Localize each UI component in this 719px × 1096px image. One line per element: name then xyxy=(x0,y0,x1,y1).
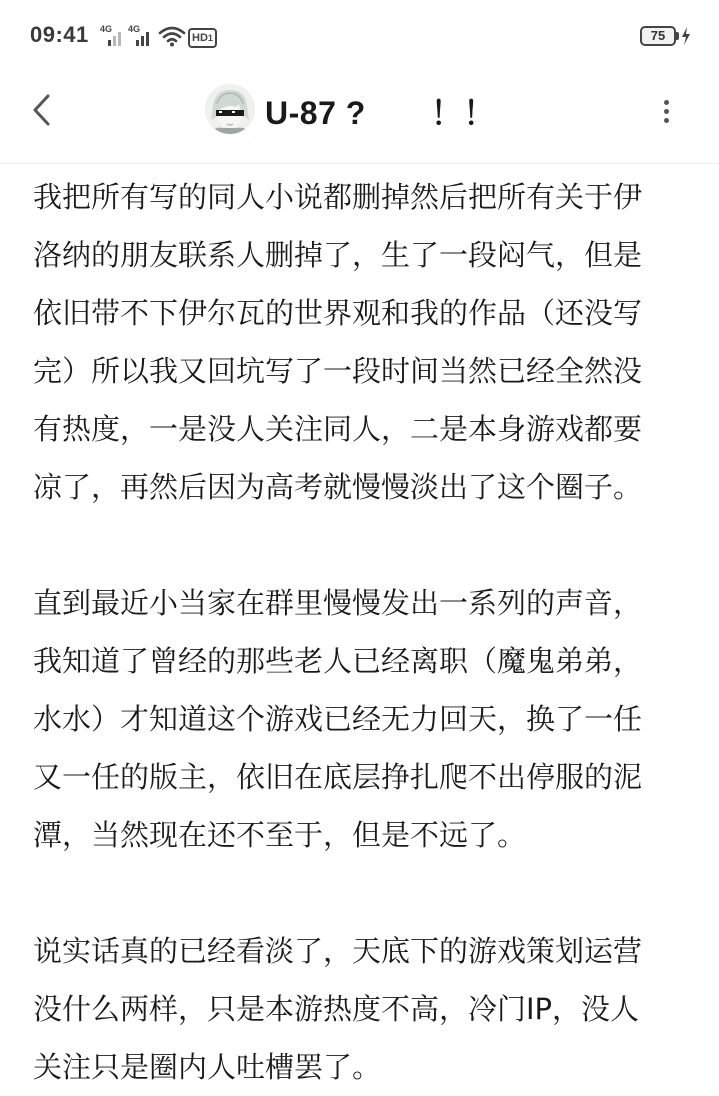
text-line: 水水）才知道这个游戏已经无力回天，换了一任 xyxy=(33,702,643,736)
back-button[interactable] xyxy=(26,90,62,130)
battery-tip xyxy=(676,32,679,40)
text-line: 依旧带不下伊尔瓦的世界观和我的作品（还没写 xyxy=(33,296,643,330)
text-line: 说实话真的已经看淡了，天底下的游戏策划运营 xyxy=(33,934,643,968)
wifi-icon xyxy=(158,25,186,47)
paragraph-gap xyxy=(33,864,693,922)
paragraph-1 xyxy=(33,168,693,516)
text-line: 我知道了曾经的那些老人已经离职（魔鬼弟弟， xyxy=(33,644,643,678)
battery-level: 75 xyxy=(650,28,666,43)
avatar-image xyxy=(205,84,255,134)
signal-2-icon xyxy=(128,26,152,48)
text-line: 我把所有写的同人小说都删掉然后把所有关于伊 xyxy=(33,180,643,214)
charging-bolt-icon xyxy=(681,27,691,45)
avatar[interactable] xyxy=(205,84,255,134)
text-line: 完）所以我又回坑写了一段时间当然已经全然没 xyxy=(33,354,643,388)
page-title: U-87 ? ！！ xyxy=(265,95,496,131)
text-line: 没什么两样，只是本游热度不高，冷门IP，没人 xyxy=(33,992,640,1026)
paragraph-3 xyxy=(33,922,693,1096)
text-line: 直到最近小当家在群里慢慢发出一系列的声音， xyxy=(33,586,643,620)
paragraph-2 xyxy=(33,574,693,864)
status-time: 09:41 xyxy=(30,22,89,47)
more-button[interactable] xyxy=(652,94,682,128)
text-line: 又一任的版主，依旧在底层挣扎爬不出停服的泥 xyxy=(33,760,643,794)
status-bar xyxy=(0,0,719,72)
signal-1-icon xyxy=(100,26,124,48)
text-line: 洛纳的朋友联系人删掉了，生了一段闷气，但是 xyxy=(33,238,643,272)
hd-voice-badge: HD1 xyxy=(188,28,217,48)
text-line: 潭，当然现在还不至于，但是不远了。 xyxy=(33,818,527,852)
network-type-2: 4G xyxy=(128,24,141,34)
battery-icon xyxy=(640,26,676,46)
more-vertical-icon xyxy=(664,100,669,105)
text-line: 凉了，再然后因为高考就慢慢淡出了这个圈子。 xyxy=(33,470,643,504)
text-line: 关注只是圈内人吐槽罢了。 xyxy=(33,1050,382,1084)
network-type-1: 4G xyxy=(100,24,113,34)
nav-bar xyxy=(0,72,719,164)
article-body xyxy=(33,168,693,1096)
text-line: 有热度，一是没人关注同人，二是本身游戏都要 xyxy=(33,412,643,446)
chevron-left-icon xyxy=(26,90,62,130)
paragraph-gap xyxy=(33,516,693,574)
